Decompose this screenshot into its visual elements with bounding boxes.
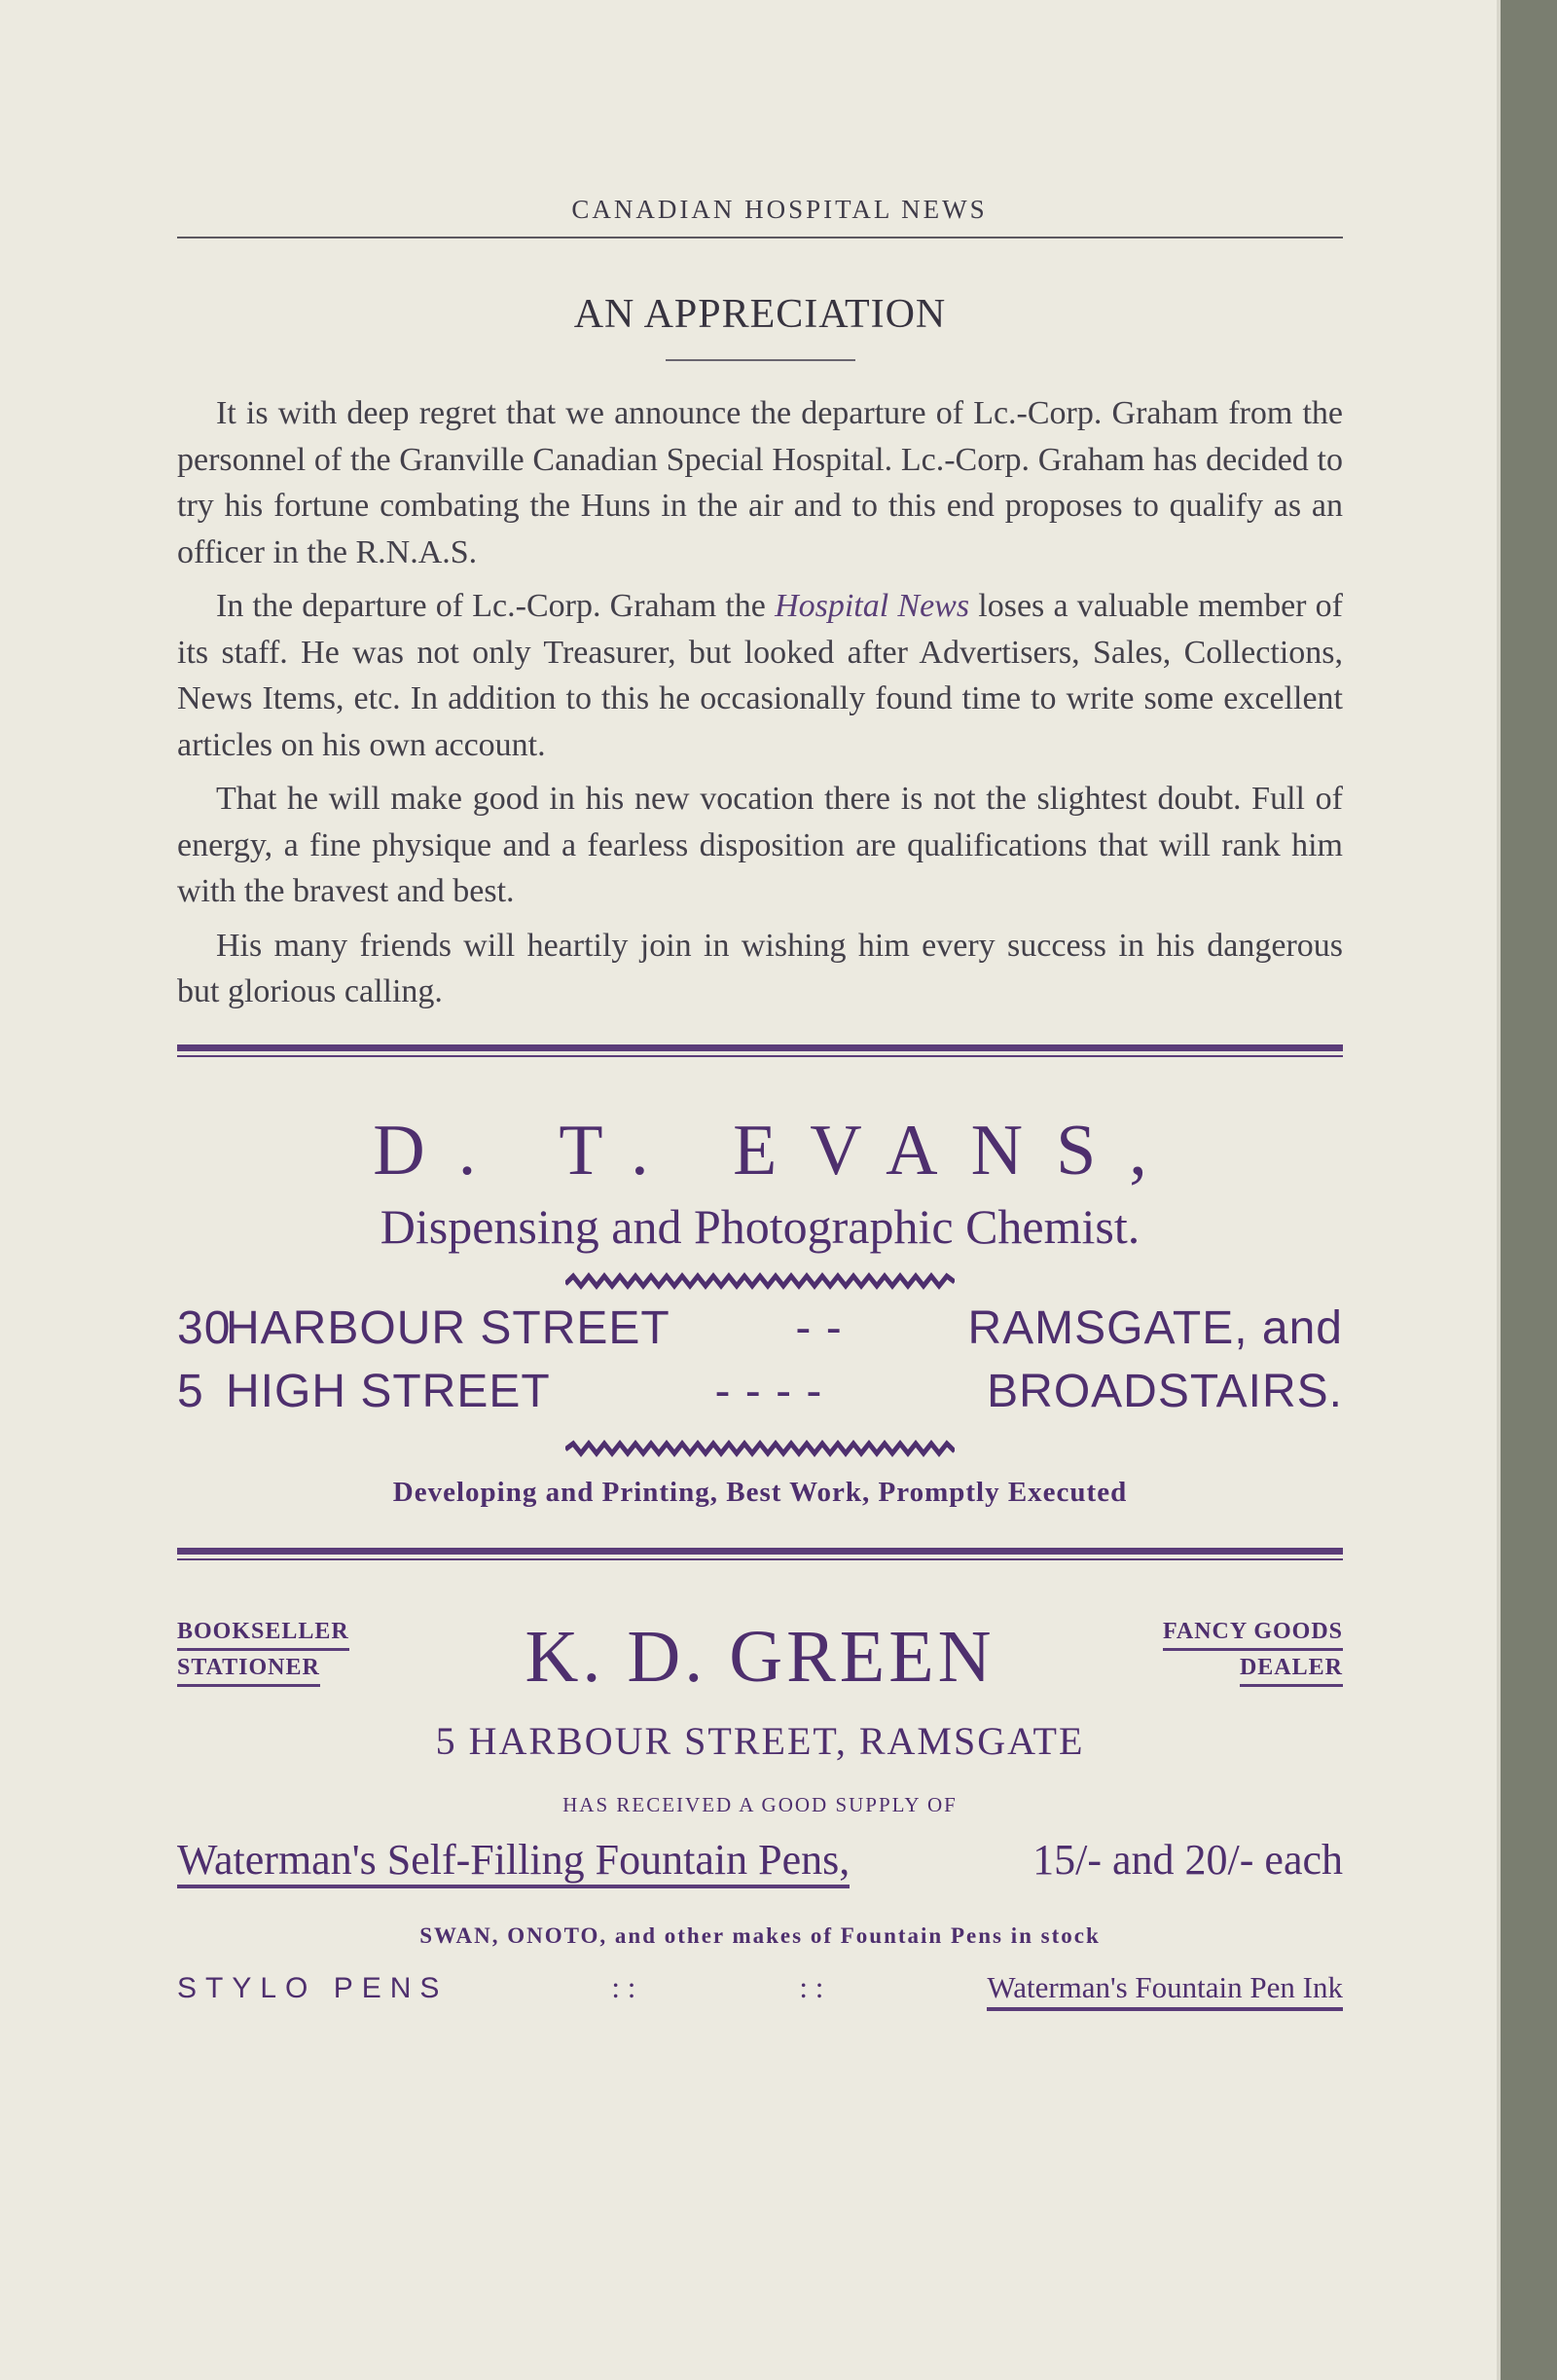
ink-product: Waterman's Fountain Pen Ink [987, 1970, 1343, 2011]
book-spine [1501, 0, 1557, 2380]
trade-label: STATIONER [177, 1651, 320, 1687]
thick-rule [177, 1548, 1343, 1555]
advertiser-name: K. D. GREEN [525, 1615, 996, 1698]
thin-rule [177, 1558, 1343, 1560]
address-row [177, 1365, 1343, 1418]
stylo-pens: STYLO PENS [177, 1971, 449, 2004]
supply-notice: HAS RECEIVED A GOOD SUPPLY OF [562, 1792, 958, 1816]
trade-label: BOOKSELLER [177, 1615, 349, 1651]
street-number: 30 [177, 1301, 232, 1354]
green-advertisement [177, 1615, 1343, 2011]
address-street-group [177, 1301, 670, 1355]
header-rule [177, 237, 1343, 238]
separator: : : [611, 1969, 636, 2004]
article-body [177, 390, 1343, 1015]
trade-label: FANCY GOODS [1163, 1615, 1343, 1651]
text-run: In the departure of Lc.-Corp. Graham the [216, 588, 776, 624]
town-name: RAMSGATE, and [967, 1301, 1343, 1354]
thin-rule [177, 1055, 1343, 1057]
article-paragraph: It is with deep regret that we announce the departure of Lc.-Corp. Graham from the personnel of the Granville Canadian Special Hospital. Lc.-Corp. Graham has decided to try his fortune combating the Huns in the air and to this end proposes to qualify as an officer in the R.N.A.S. [177, 395, 1343, 570]
text-run: loses a valuable member of its staff. He was not only Treasurer, but looked after Advertisers, Sales, Collections, News Items, etc. In addition to this he occasionally found time to write some excellent articles on his own account. [177, 588, 1343, 763]
divider-1 [177, 1044, 1343, 1057]
article-paragraph: His many friends will heartily join in wishing him every success in his dangerous but glorious calling. [177, 927, 1343, 1009]
street-name: HIGH STREET [226, 1365, 551, 1417]
zigzag-ornament [565, 1272, 955, 1292]
article-paragraph: That he will make good in his new vocation there is not the slightest doubt. Full of energy, a fine physique and a fearless disposition are qualifications that will rank him with the bravest and best. [177, 781, 1343, 909]
pens-price: 15/- and 20/- each [1032, 1835, 1343, 1884]
stock-notice: SWAN, ONOTO, and other makes of Fountain Pens in stock [419, 1922, 1101, 1948]
thick-rule [177, 1044, 1343, 1051]
running-head: CANADIAN HOSPITAL NEWS [571, 195, 988, 224]
evans-advertisement [177, 1110, 1343, 1509]
leader-dots: - - [795, 1301, 843, 1354]
page [177, 195, 1343, 2011]
pens-offer [177, 1835, 1343, 1888]
trade-label: DEALER [1240, 1651, 1343, 1687]
address-row [177, 1301, 1343, 1355]
separator: : : [799, 1969, 824, 2004]
pens-product: Waterman's Self-Filling Fountain Pens, [177, 1835, 850, 1888]
town-name: BROADSTAIRS. [987, 1365, 1343, 1417]
trade-right [1163, 1615, 1343, 1687]
title-rule [666, 359, 855, 361]
advertiser-name: D. T. EVANS, [373, 1110, 1180, 1190]
street-number: 5 [177, 1365, 204, 1417]
address-street-group [177, 1365, 551, 1418]
street-name: HARBOUR STREET [226, 1301, 670, 1354]
article-title: AN APPRECIATION [573, 292, 947, 337]
leader-dots: - - - - [714, 1365, 823, 1417]
divider-2 [177, 1548, 1343, 1560]
advertiser-tagline: Developing and Printing, Best Work, Promptly Executed [392, 1476, 1128, 1508]
advertiser-trade: Dispensing and Photographic Chemist. [380, 1198, 1141, 1254]
green-heading [177, 1615, 1343, 1722]
advertiser-address: 5 HARBOUR STREET, RAMSGATE [435, 1718, 1085, 1763]
zigzag-ornament [565, 1440, 955, 1459]
publication-name: Hospital News [775, 588, 970, 624]
article-paragraph [177, 583, 1343, 768]
bottom-line [177, 1970, 1343, 2011]
